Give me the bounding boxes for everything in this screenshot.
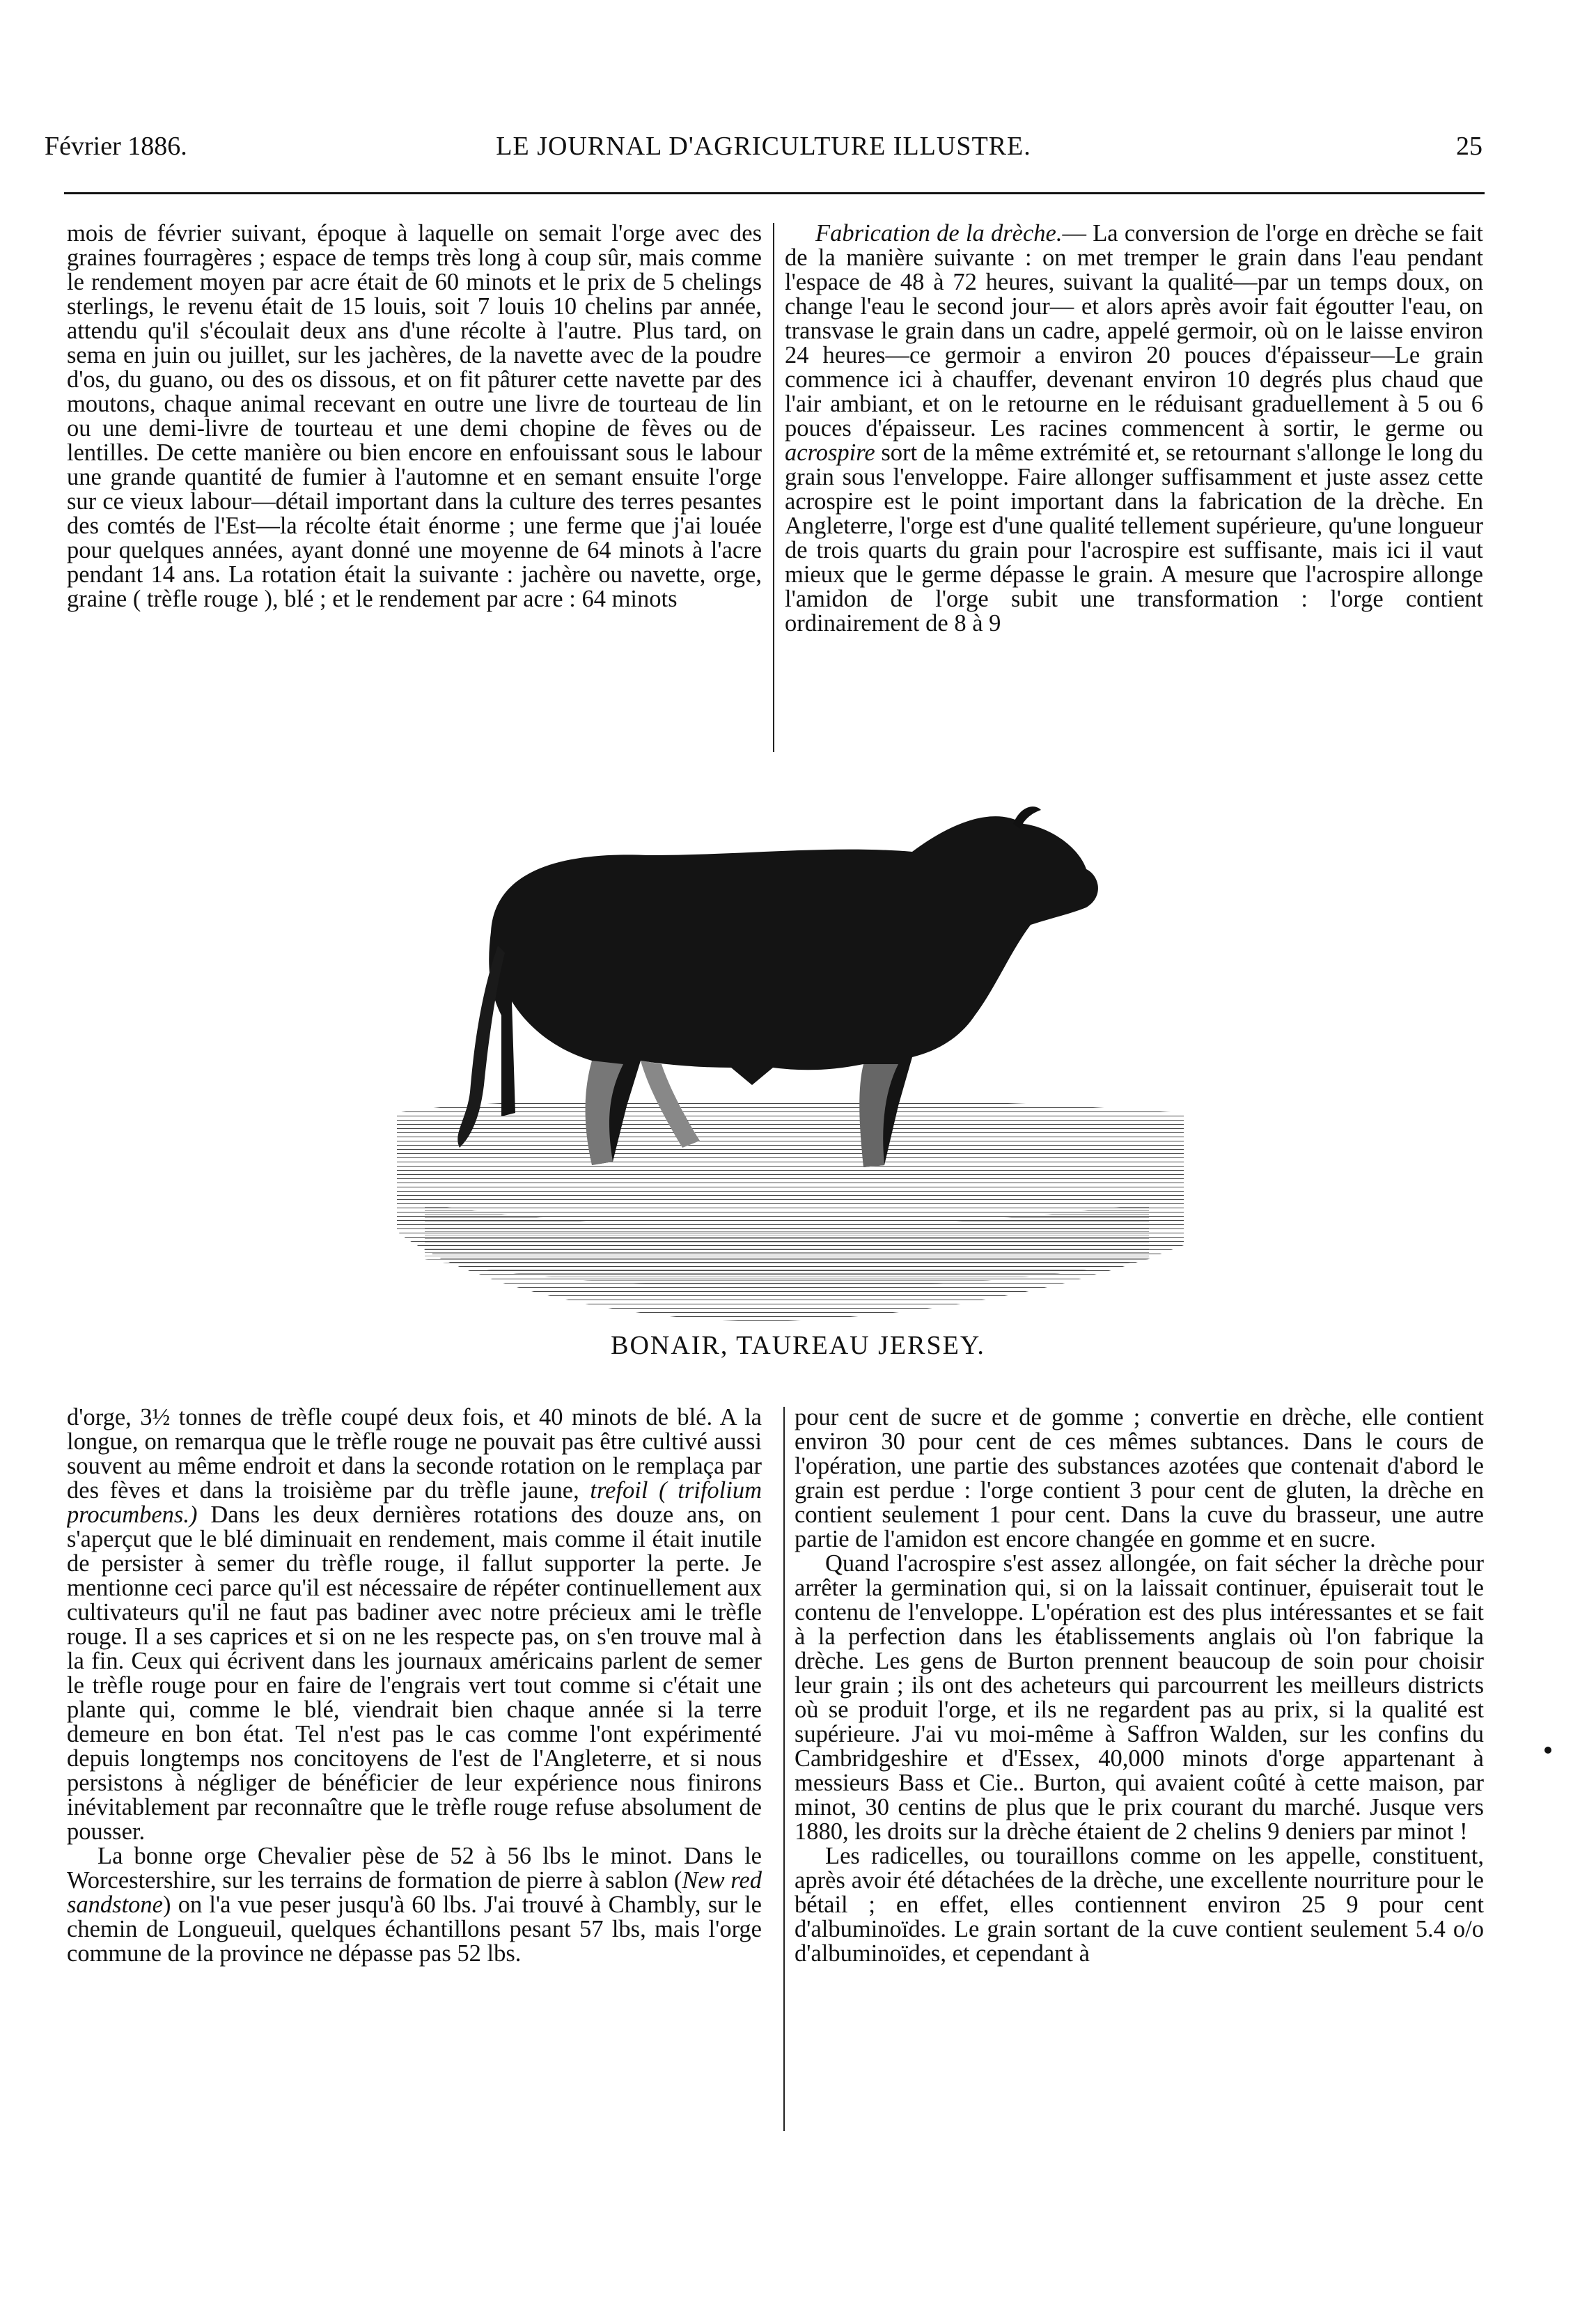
paragraph: pour cent de sucre et de gomme ; convertie en drèche, elle contient environ 30 pour cent de ces mêmes subtances. Dans le cours de l'opération, une partie des substances azotées que contenait d'abord le grain est perdue : l'orge contient 3 pour cent de gluten, la drèche en contient seulement 1 pour cent. Dans la cuve du brasseur, une autre partie de l'amidon est encore changée en gomme et en sucre. bbox=[795, 1405, 1484, 1552]
column-top-right bbox=[785, 221, 1483, 758]
paragraph: d'orge, 3½ tonnes de trèfle coupé deux fois, et 40 minots de blé. A la longue, on remarqua que le trèfle rouge ne pouvait pas être cultivé aussi souvent au même endroit et dans la seconde rotation on le remplaça par des fèves et dans la troisième par du trèfle jaune, trefoil ( trifolium procumbens.) Dans les deux dernières rotations des douze ans, on s'aperçut que le blé diminuait en rendement, mais comme il était inutile de persister à semer du trèfle rouge, il fallut supporter la perte. Je mentionne ceci parce qu'il est nécessaire de répéter continuellement aux cultivateurs qu'il ne faut pas badiner avec notre précieux ami le trèfle rouge. Il a ses caprices et si on ne les respecte pas, on s'en trouve mal à la fin. Ceux qui écrivent dans les journaux américains parlent de semer le trèfle rouge pour en faire de l'engrais vert tout comme si c'était une plante qui, comme le blé, viendrait bien chaque année si la terre demeure en bon état. Tel n'est pas le cas comme l'ont expérimenté depuis longtemps nos concitoyens de l'est de l'Angleterre, et si nous persistons à négliger de bénéficier de leur expérience nous finirons inévitablement par reconnaître que le trèfle rouge refuse absolument de pousser. bbox=[67, 1405, 762, 1845]
column-divider bbox=[783, 1407, 785, 2131]
illustration-caption: BONAIR, TAUREAU JERSEY. bbox=[611, 1331, 985, 1360]
paragraph: mois de février suivant, époque à laquelle on semait l'orge avec des graines fourragères ; espace de temps très long à coup sûr, mais comme le rendement moyen par acre était de 60 minots et le prix de 5 chelings sterlings, le revenu était de 15 louis, soit 7 louis 10 chelins par année, attendu qu'il s'écoulait deux ans d'une récolte à l'autre. Plus tard, on sema en juin ou juillet, sur les jachères, de la navette avec de la poudre d'os, du guano, ou des os dissous, et on fit pâturer cette navette par des moutons, chaque animal recevant en outre une livre de tourteau de lin ou une demi-livre de tourteau et une demi chopine de fèves ou de lentilles. De cette manière ou bien encore en enfouissant sous le labour une grande quantité de fumier à l'automne et en semant ensuite l'orge sur ce vieux labour—détail important dans la culture des terres pesantes des comtés de l'Est—la récolte était énorme ; une ferme que j'ai louée pour quelques années, ayant donné une moyenne de 64 minots à l'acre pendant 14 ans. La rotation était la suivante : jachère ou navette, orge, graine ( trèfle rouge ), blé ; et le rendement par acre : 64 minots bbox=[67, 221, 762, 612]
paragraph: La bonne orge Chevalier pèse de 52 à 56 lbs le minot. Dans le Worcestershire, sur les terrains de formation de pierre à sablon (New red sandstone) on l'a vue peser jusqu'à 60 lbs. J'ai trouvé à Chambly, sur le chemin de Longueuil, quelques échantillons pesant 57 lbs, mais l'orge commune de la province ne dépasse pas 52 lbs. bbox=[67, 1843, 762, 1967]
ink-mark bbox=[1544, 1747, 1551, 1754]
page-header bbox=[45, 131, 1482, 180]
column-bottom-right bbox=[795, 1405, 1484, 2137]
journal-title: LE JOURNAL D'AGRICULTURE ILLUSTRE. bbox=[496, 132, 1031, 161]
column-divider bbox=[773, 223, 774, 752]
paragraph: Quand l'acrospire s'est assez allongée, on fait sécher la drèche pour arrêter la germination qui, si on la laissait continuer, épuiserait tout le contenu de l'enveloppe. L'opération est des plus intéressantes et se fait à la perfection dans les établissements anglais où l'on fabrique la drèche. Les gens de Burton prennent beaucoup de soin pour choisir leur grain ; ils ont des acheteurs qui parcourrent les meilleurs districts où se produit l'orge, et ils ne regardent pas au prix, si la qualité est supérieure. J'ai vu moi-même à Saffron Walden, sur les confins du Cambridgeshire et d'Essex, 40,000 minots d'orge appartenant à messieurs Bass et Cie.. Burton, qui avaient coûté à cette maison, par minot, 30 centins de plus que le prix courant du marché. Jusque vers 1880, les droits sur la drèche étaient de 2 chelins 9 deniers par minot ! bbox=[795, 1550, 1484, 1845]
header-rule bbox=[64, 192, 1485, 194]
bull-engraving bbox=[383, 786, 1191, 1329]
section-heading: Fabrication de la drèche. bbox=[815, 221, 1063, 247]
paragraph: Les radicelles, ou touraillons comme on les appelle, constituent, après avoir été détachées de la drèche, une excellente nourriture pour le bétail ; en effet, elles contiennent environ 25 9 pour cent d'albuminoïdes. Le grain sortant de la cuve contient seulement 5.4 o/o d'albuminoïdes, et cependant à bbox=[795, 1843, 1484, 1967]
column-bottom-left bbox=[67, 1405, 762, 2137]
page-number: 25 bbox=[1456, 132, 1482, 161]
column-top-left bbox=[67, 221, 762, 758]
header-date: Février 1886. bbox=[45, 132, 187, 161]
paragraph: Fabrication de la drèche.— La conversion de l'orge en drèche se fait de la manière suivante : on met tremper le grain dans l'eau pendant l'espace de 48 à 72 heures, suivant la qualité—par un temps doux, on change l'eau le second jour— et alors après avoir fait égoutter l'eau, on transvase le grain dans un cadre, appelé germoir, où on le laisse environ 24 heures—ce germoir a environ 20 pouces d'épaisseur—Le grain commence ici à chauffer, devenant environ 10 degrés plus chaud que l'air ambiant, et on le retourne en le réduisant graduellement à 5 ou 6 pouces d'épaisseur. Les racines commencent à sortir, le germe ou acrospire sort de la même extrémité et, se retournant s'allonge le long du grain sous l'enveloppe. Faire allonger suffisamment et juste assez cette acrospire est le point important dans la fabrication de la drèche. En Angleterre, l'orge est d'une qualité tellement supérieure, qu'une longueur de trois quarts du grain pour l'acrospire est suffisante, mais ici il vaut mieux que le germe dépasse le grain. A mesure que l'acrospire allonge l'amidon de l'orge subit une transformation : l'orge contient ordinairement de 8 à 9 bbox=[785, 221, 1483, 637]
